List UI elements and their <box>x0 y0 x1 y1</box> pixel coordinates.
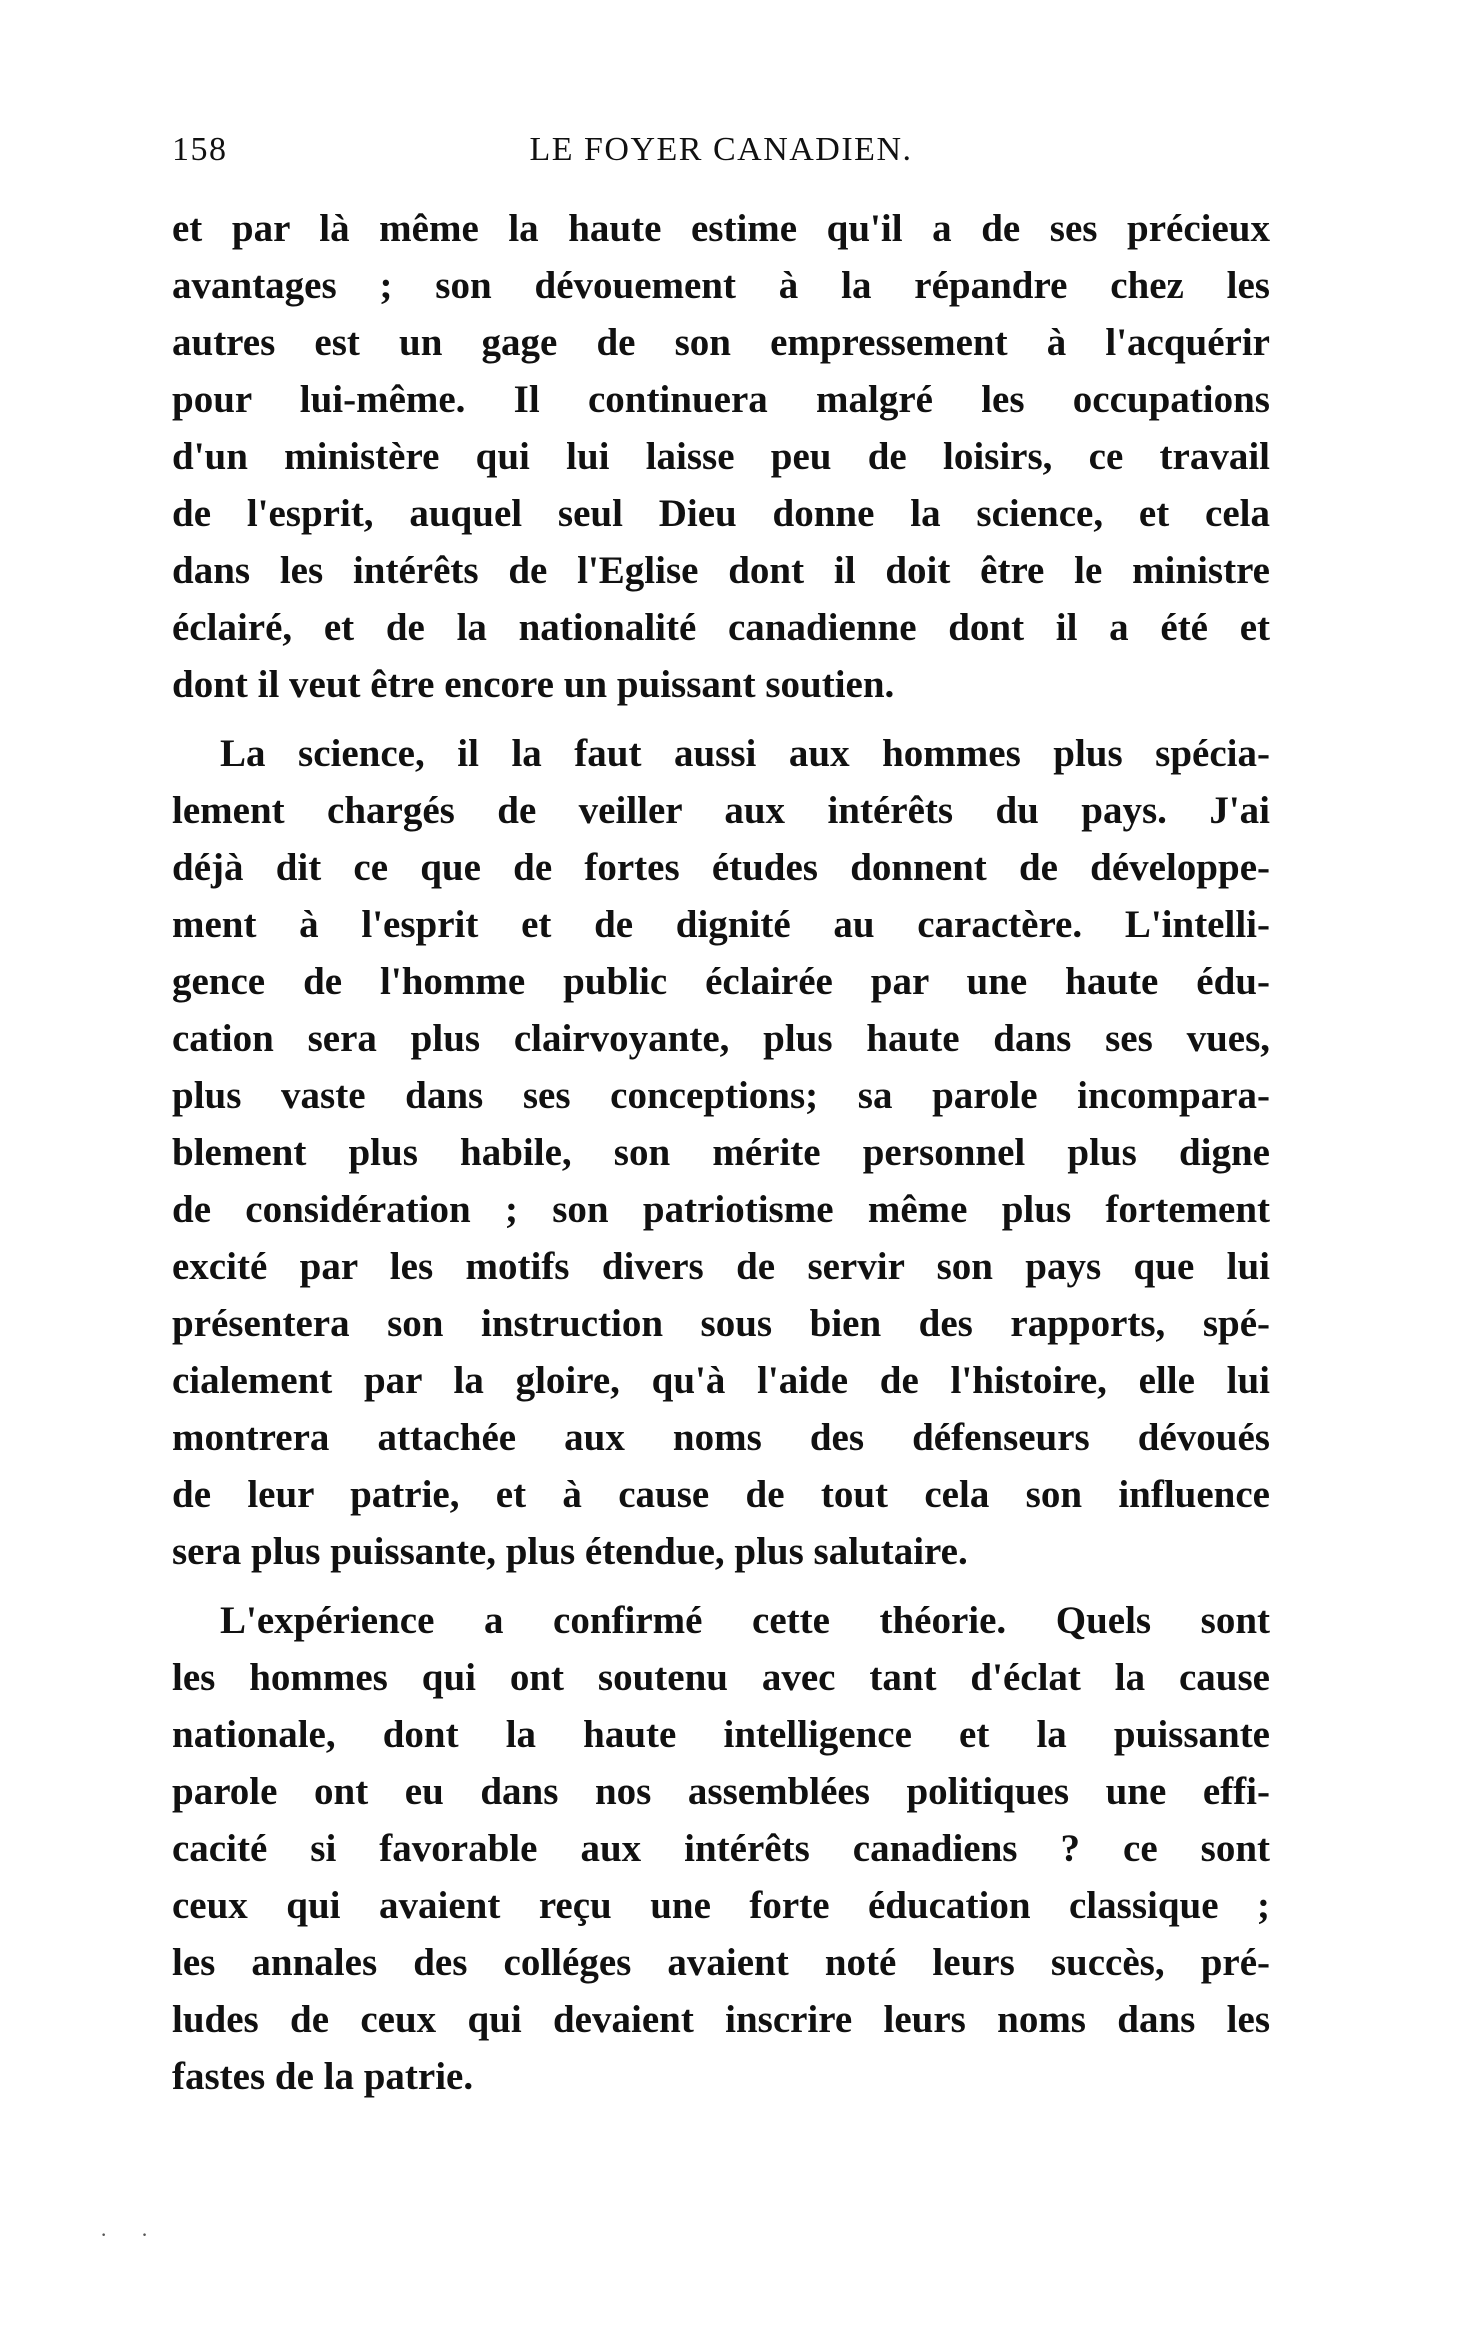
text-line: excité par les motifs divers de servir son pays que lui <box>172 1245 1270 1288</box>
text-line: d'un ministère qui lui laisse peu de loisirs, ce travail <box>172 435 1270 478</box>
text-line: ludes de ceux qui devaient inscrire leurs noms dans les <box>172 1998 1270 2041</box>
text-line: blement plus habile, son mérite personnel plus digne <box>172 1131 1270 1174</box>
text-line: dont il veut être encore un puissant soutien. <box>172 663 895 706</box>
running-title: LE FOYER CANADIEN. <box>529 131 913 168</box>
text-line: présentera son instruction sous bien des rapports, spé- <box>172 1302 1270 1345</box>
text-line: dans les intérêts de l'Eglise dont il doit être le ministre <box>172 549 1270 592</box>
text-line: ceux qui avaient reçu une forte éducation classique ; <box>172 1884 1270 1927</box>
scan-speck: · · <box>100 2222 163 2247</box>
text-line: de considération ; son patriotisme même plus fortement <box>172 1188 1270 1231</box>
text-line: avantages ; son dévouement à la répandre chez les <box>172 264 1270 307</box>
text-line: pour lui-même. Il continuera malgré les occupations <box>172 378 1270 421</box>
text-line: de l'esprit, auquel seul Dieu donne la science, et cela <box>172 492 1270 535</box>
paragraph <box>172 200 1270 713</box>
text-line: parole ont eu dans nos assemblées politiques une effi- <box>172 1770 1270 1813</box>
text-line: montrera attachée aux noms des défenseurs dévoués <box>172 1416 1270 1459</box>
text-line: et par là même la haute estime qu'il a de ses précieux <box>172 207 1270 250</box>
text-line: cacité si favorable aux intérêts canadiens ? ce sont <box>172 1827 1270 1870</box>
text-line: plus vaste dans ses conceptions; sa parole incompara- <box>172 1074 1270 1117</box>
paragraph-gap <box>172 1580 1270 1592</box>
text-line: cation sera plus clairvoyante, plus haute dans ses vues, <box>172 1017 1270 1060</box>
text-line: de leur patrie, et à cause de tout cela son influence <box>172 1473 1270 1516</box>
text-line: nationale, dont la haute intelligence et la puissante <box>172 1713 1270 1756</box>
text-line: lement chargés de veiller aux intérêts du pays. J'ai <box>172 789 1270 832</box>
text-line: cialement par la gloire, qu'à l'aide de l'histoire, elle lui <box>172 1359 1270 1402</box>
text-line: les annales des colléges avaient noté leurs succès, pré- <box>172 1941 1270 1984</box>
text-line: les hommes qui ont soutenu avec tant d'éclat la cause <box>172 1656 1270 1699</box>
paragraph-gap <box>172 713 1270 725</box>
text-line: éclairé, et de la nationalité canadienne dont il a été et <box>172 606 1270 649</box>
paragraph <box>172 1592 1270 2105</box>
running-head <box>172 128 1270 172</box>
body-text <box>172 200 1270 2105</box>
page-number: 158 <box>172 131 228 168</box>
text-line: ment à l'esprit et de dignité au caractère. L'intelli- <box>172 903 1270 946</box>
text-line: autres est un gage de son empressement à l'acquérir <box>172 321 1270 364</box>
text-line: sera plus puissante, plus étendue, plus salutaire. <box>172 1530 968 1573</box>
text-line: déjà dit ce que de fortes études donnent de développe- <box>172 846 1270 889</box>
text-line: fastes de la patrie. <box>172 2055 474 2098</box>
text-line: L'expérience a confirmé cette théorie. Quels sont <box>220 1599 1270 1642</box>
text-line: gence de l'homme public éclairée par une haute édu- <box>172 960 1270 1003</box>
text-line: La science, il la faut aussi aux hommes plus spécia- <box>220 732 1270 775</box>
paragraph <box>172 725 1270 1580</box>
